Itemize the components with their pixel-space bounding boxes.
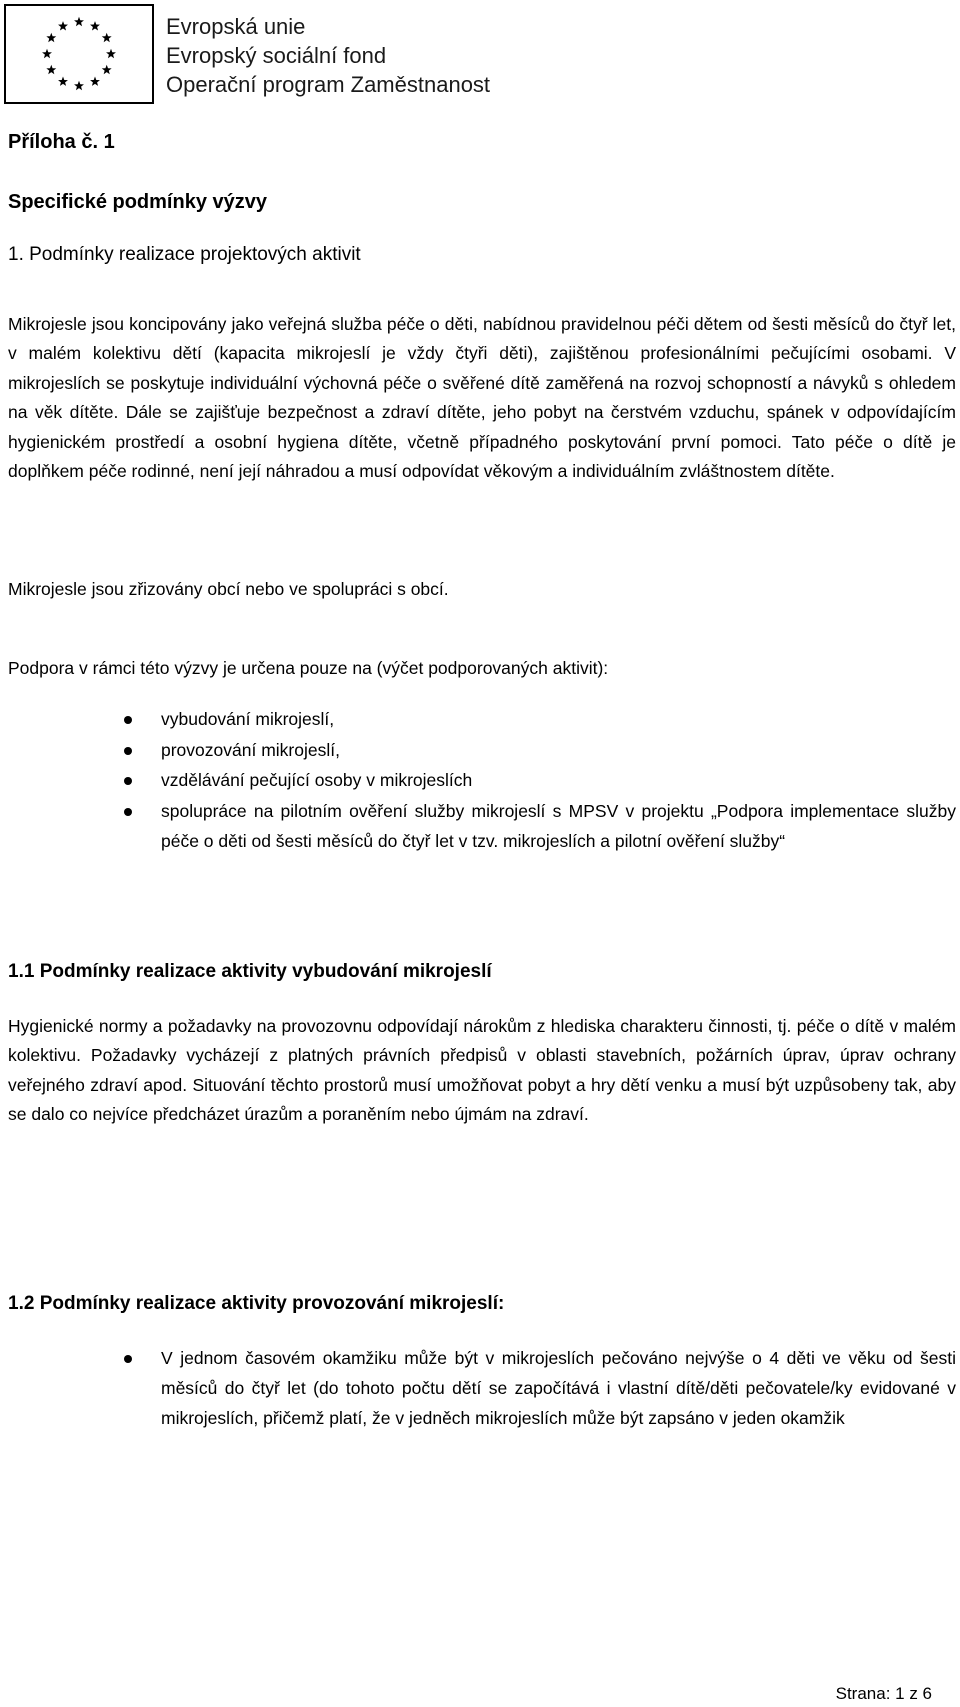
list-item: V jednom časovém okamžiku může být v mikrojeslích pečováno nejvýše o 4 děti ve věku od šesti měsíců do čtyř let (do tohoto počtu dětí se započítává i vlastní dítě/děti pečovatele/ky evidované v mikrojeslích, přičemž platí, že v jedněch mikrojeslích může být zapsáno v jeden okamžik xyxy=(8,1343,956,1434)
supported-activities-list xyxy=(8,704,956,857)
logo-line-eu: Evropská unie xyxy=(166,14,306,39)
star-icon xyxy=(102,65,112,74)
call-title: Specifické podmínky výzvy xyxy=(8,191,268,213)
star-icon xyxy=(46,33,56,42)
list-item: vybudování mikrojeslí, xyxy=(8,704,956,735)
star-icon xyxy=(46,65,56,74)
section-1-2-title: 1.2 Podmínky realizace aktivity provozování mikrojeslí: xyxy=(8,1293,505,1314)
star-icon xyxy=(58,21,68,30)
list-item: provozování mikrojeslí, xyxy=(8,735,956,766)
bullet-icon xyxy=(124,1355,132,1363)
section-1-paragraph-2: Mikrojesle jsou zřizovány obcí nebo ve spolupráci s obcí. xyxy=(8,579,449,599)
annex-title: Příloha č. 1 xyxy=(8,131,115,153)
star-icon xyxy=(90,77,100,86)
bullet-icon xyxy=(124,747,132,755)
logo-line-opz: Operační program Zaměstnanost xyxy=(166,72,491,97)
section-1-1-paragraph: Hygienické normy a požadavky na provozovnu odpovídají nárokům z hlediska charakteru činnosti, tj. péče o dítě v malém kolektivu. Požadavky vycházejí z platných právních předpisů v oblasti stavebních, požárních úprav, úprav ochrany veřejného zdraví apod. Situování těchto prostorů musí umožňovat pobyt a hry dětí venku a musí být uzpůsobeny tak, aby se dalo co nejvíce předcházet úrazům a poraněním nebo újmám na zdraví. xyxy=(8,1016,956,1125)
list-item: spolupráce na pilotním ověření služby mikrojeslí s MPSV v projektu „Podpora implementace služby péče o děti od šesti měsíců do čtyř let v tzv. mikrojeslích a pilotní ověření služby“ xyxy=(8,796,956,857)
star-icon xyxy=(42,49,52,58)
bullet-icon xyxy=(124,716,132,724)
section-1-title: 1. Podmínky realizace projektových aktivit xyxy=(8,244,361,265)
operation-conditions-list xyxy=(8,1343,956,1434)
list-item: vzdělávání pečující osoby v mikrojeslích xyxy=(8,765,956,796)
star-circle-icon xyxy=(6,6,152,102)
logo-text xyxy=(166,12,490,99)
support-intro: Podpora v rámci této výzvy je určena pouze na (výčet podporovaných aktivit): xyxy=(8,658,609,678)
section-1-paragraph-1: Mikrojesle jsou koncipovány jako veřejná služba péče o děti, nabídnou pravidelnou péči dětem od šesti měsíců do čtyř let, v malém kolektivu dětí (kapacita mikrojeslí je vždy čtyři děti), zajištěnou profesionálními pečujícími osobami. V mikrojeslích se poskytuje individuální výchovná péče o svěřené dítě zaměřená na rozvoj schopností a návyků s ohledem na věk dítěte. Dále se zajišťuje bezpečnost a zdraví dítěte, jeho pobyt na čerstvém vzduchu, spánek v odpovídajícím hygienickém prostředí a osobní hygiena dítěte, včetně případného poskytování první pomoci. Tato péče o dítě je doplňkem péče rodinné, není její náhradou a musí odpovídat věkovým a individuálním zvláštnostem dítěte. xyxy=(8,314,956,482)
eu-flag-icon xyxy=(4,4,154,104)
page-number: Strana: 1 z 6 xyxy=(835,1684,932,1703)
star-icon xyxy=(74,17,84,26)
star-icon xyxy=(74,81,84,90)
star-icon xyxy=(106,49,116,58)
star-icon xyxy=(90,21,100,30)
section-1-1-title: 1.1 Podmínky realizace aktivity vybudování mikrojeslí xyxy=(8,961,492,982)
star-icon xyxy=(58,77,68,86)
bullet-icon xyxy=(124,808,132,816)
bullet-icon xyxy=(124,777,132,785)
logo-line-esf: Evropský sociální fond xyxy=(166,43,387,68)
star-icon xyxy=(102,33,112,42)
